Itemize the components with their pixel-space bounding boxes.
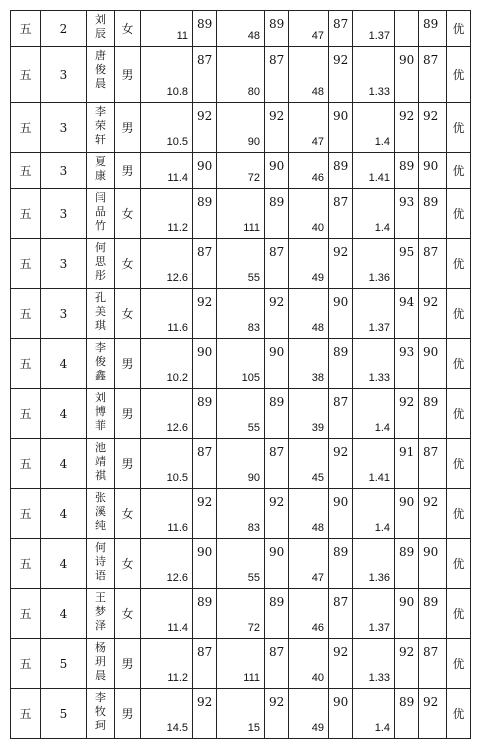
- value-cell-i: 1.33: [353, 47, 395, 103]
- rating-cell: 优: [447, 439, 471, 489]
- value-cell-f: 38: [289, 339, 329, 389]
- name-char: 品: [95, 205, 106, 218]
- score-cell-k: 89: [419, 189, 447, 239]
- score-cell-b: 89: [193, 11, 217, 47]
- score-cell-b: 89: [193, 189, 217, 239]
- name-char: 珂: [95, 719, 106, 732]
- grade-cell: 五: [11, 689, 41, 739]
- gender-cell: 男: [115, 639, 141, 689]
- name-char: 辰: [95, 27, 106, 40]
- rating-cell: 优: [447, 289, 471, 339]
- score-cell-j: 89: [395, 689, 419, 739]
- name-char: 语: [95, 569, 106, 582]
- table-row: [11, 289, 471, 339]
- name-cell: [87, 11, 115, 47]
- value-cell-i: 1.41: [353, 153, 395, 189]
- table-row: [11, 439, 471, 489]
- rating-cell: 优: [447, 153, 471, 189]
- name-char: 何: [95, 541, 106, 554]
- name-cell: [87, 339, 115, 389]
- name-char: 杨: [95, 641, 106, 654]
- value-cell-a: 10.8: [141, 47, 193, 103]
- score-cell-k: 92: [419, 289, 447, 339]
- gender-cell: 女: [115, 589, 141, 639]
- score-cell-b: 92: [193, 489, 217, 539]
- name-char: 美: [95, 305, 106, 318]
- gender-cell: 男: [115, 439, 141, 489]
- table-row: [11, 689, 471, 739]
- name-char: 琪: [95, 319, 106, 332]
- rating-cell: 优: [447, 639, 471, 689]
- class-cell: 4: [41, 589, 87, 639]
- name-cell: [87, 539, 115, 589]
- gender-cell: 男: [115, 103, 141, 153]
- score-cell-h: 87: [329, 589, 353, 639]
- score-cell-e: 89: [265, 189, 289, 239]
- value-cell-a: 10.5: [141, 103, 193, 153]
- score-cell-j: 94: [395, 289, 419, 339]
- value-cell-a: 11.2: [141, 189, 193, 239]
- gender-cell: 女: [115, 489, 141, 539]
- score-cell-k: 90: [419, 339, 447, 389]
- gender-cell: 女: [115, 11, 141, 47]
- value-cell-d: 55: [217, 239, 265, 289]
- name-cell: [87, 47, 115, 103]
- name-cell: [87, 489, 115, 539]
- score-cell-h: 92: [329, 239, 353, 289]
- name-char: 鑫: [95, 369, 106, 382]
- name-char: 玥: [95, 655, 106, 668]
- score-cell-e: 90: [265, 339, 289, 389]
- class-cell: 4: [41, 389, 87, 439]
- score-cell-j: 93: [395, 339, 419, 389]
- score-cell-h: 92: [329, 639, 353, 689]
- score-cell-h: 87: [329, 189, 353, 239]
- value-cell-f: 48: [289, 47, 329, 103]
- table-row: [11, 239, 471, 289]
- grade-cell: 五: [11, 539, 41, 589]
- table-row: [11, 639, 471, 689]
- score-cell-e: 87: [265, 639, 289, 689]
- grade-cell: 五: [11, 189, 41, 239]
- score-cell-k: 90: [419, 539, 447, 589]
- score-cell-k: 87: [419, 239, 447, 289]
- score-cell-h: 89: [329, 153, 353, 189]
- name-cell: [87, 189, 115, 239]
- class-cell: 4: [41, 339, 87, 389]
- name-cell: [87, 689, 115, 739]
- table-row: [11, 339, 471, 389]
- value-cell-f: 47: [289, 539, 329, 589]
- name-char: 孔: [95, 291, 106, 304]
- name-char: 李: [95, 105, 106, 118]
- value-cell-a: 10.5: [141, 439, 193, 489]
- name-char: 思: [95, 255, 106, 268]
- value-cell-a: 11.6: [141, 489, 193, 539]
- score-cell-b: 87: [193, 239, 217, 289]
- value-cell-f: 48: [289, 289, 329, 339]
- name-char: 李: [95, 691, 106, 704]
- score-cell-e: 87: [265, 439, 289, 489]
- value-cell-d: 72: [217, 153, 265, 189]
- grade-cell: 五: [11, 339, 41, 389]
- name-cell: [87, 589, 115, 639]
- value-cell-d: 111: [217, 189, 265, 239]
- value-cell-a: 11: [141, 11, 193, 47]
- score-cell-e: 90: [265, 153, 289, 189]
- score-cell-b: 90: [193, 339, 217, 389]
- score-cell-e: 92: [265, 689, 289, 739]
- score-cell-h: 87: [329, 389, 353, 439]
- gender-cell: 女: [115, 539, 141, 589]
- score-cell-j: 92: [395, 103, 419, 153]
- value-cell-a: 11.6: [141, 289, 193, 339]
- value-cell-i: 1.4: [353, 103, 395, 153]
- value-cell-a: 11.4: [141, 589, 193, 639]
- score-cell-b: 87: [193, 47, 217, 103]
- name-char: 纯: [95, 519, 106, 532]
- score-cell-h: 89: [329, 539, 353, 589]
- value-cell-i: 1.33: [353, 339, 395, 389]
- score-cell-e: 92: [265, 289, 289, 339]
- gender-cell: 男: [115, 339, 141, 389]
- name-char: 牧: [95, 705, 106, 718]
- value-cell-f: 48: [289, 489, 329, 539]
- score-cell-e: 87: [265, 47, 289, 103]
- value-cell-f: 40: [289, 189, 329, 239]
- value-cell-d: 80: [217, 47, 265, 103]
- rating-cell: 优: [447, 11, 471, 47]
- name-char: 梦: [95, 605, 106, 618]
- class-cell: 3: [41, 289, 87, 339]
- score-cell-b: 89: [193, 389, 217, 439]
- name-char: 竹: [95, 219, 106, 232]
- score-cell-h: 90: [329, 289, 353, 339]
- class-cell: 4: [41, 489, 87, 539]
- value-cell-i: 1.4: [353, 189, 395, 239]
- value-cell-i: 1.37: [353, 289, 395, 339]
- score-cell-k: 87: [419, 639, 447, 689]
- value-cell-f: 49: [289, 689, 329, 739]
- class-cell: 3: [41, 189, 87, 239]
- gender-cell: 女: [115, 289, 141, 339]
- table-row: [11, 489, 471, 539]
- score-cell-e: 89: [265, 11, 289, 47]
- gender-cell: 男: [115, 689, 141, 739]
- name-char: 菲: [95, 419, 106, 432]
- value-cell-f: 40: [289, 639, 329, 689]
- name-char: 李: [95, 341, 106, 354]
- rating-cell: 优: [447, 489, 471, 539]
- value-cell-d: 48: [217, 11, 265, 47]
- gender-cell: 男: [115, 153, 141, 189]
- grade-cell: 五: [11, 289, 41, 339]
- table-row: [11, 389, 471, 439]
- name-char: 博: [95, 405, 106, 418]
- score-cell-k: 89: [419, 389, 447, 439]
- value-cell-d: 105: [217, 339, 265, 389]
- class-cell: 4: [41, 539, 87, 589]
- value-cell-d: 55: [217, 539, 265, 589]
- table-row: [11, 153, 471, 189]
- value-cell-i: 1.33: [353, 639, 395, 689]
- name-char: 闫: [95, 191, 106, 204]
- gender-cell: 女: [115, 239, 141, 289]
- value-cell-i: 1.4: [353, 689, 395, 739]
- grade-cell: 五: [11, 639, 41, 689]
- score-cell-j: 92: [395, 389, 419, 439]
- score-cell-j: 90: [395, 489, 419, 539]
- score-cell-b: 90: [193, 539, 217, 589]
- value-cell-a: 12.6: [141, 539, 193, 589]
- table-row: [11, 539, 471, 589]
- name-char: 晨: [95, 669, 106, 682]
- rating-cell: 优: [447, 339, 471, 389]
- score-cell-e: 92: [265, 489, 289, 539]
- gender-cell: 男: [115, 47, 141, 103]
- score-cell-k: 92: [419, 103, 447, 153]
- rating-cell: 优: [447, 47, 471, 103]
- score-cell-e: 90: [265, 539, 289, 589]
- table-row: [11, 589, 471, 639]
- name-char: 轩: [95, 133, 106, 146]
- name-char: 夏: [95, 155, 106, 168]
- value-cell-d: 72: [217, 589, 265, 639]
- value-cell-d: 83: [217, 289, 265, 339]
- grade-cell: 五: [11, 439, 41, 489]
- value-cell-f: 45: [289, 439, 329, 489]
- score-cell-j: 92: [395, 639, 419, 689]
- rating-cell: 优: [447, 103, 471, 153]
- name-cell: [87, 103, 115, 153]
- value-cell-d: 55: [217, 389, 265, 439]
- score-cell-h: 90: [329, 689, 353, 739]
- score-cell-j: 89: [395, 153, 419, 189]
- value-cell-a: 11.4: [141, 153, 193, 189]
- score-cell-k: 87: [419, 439, 447, 489]
- name-cell: [87, 389, 115, 439]
- name-char: 何: [95, 241, 106, 254]
- name-char: 康: [95, 169, 106, 182]
- name-char: 彤: [95, 269, 106, 282]
- score-cell-b: 90: [193, 153, 217, 189]
- name-cell: [87, 239, 115, 289]
- value-cell-i: 1.37: [353, 589, 395, 639]
- score-cell-h: 90: [329, 103, 353, 153]
- value-cell-i: 1.36: [353, 539, 395, 589]
- score-cell-b: 87: [193, 439, 217, 489]
- name-char: 靖: [95, 455, 106, 468]
- rating-cell: 优: [447, 189, 471, 239]
- grade-cell: 五: [11, 47, 41, 103]
- grade-cell: 五: [11, 389, 41, 439]
- name-char: 池: [95, 441, 106, 454]
- table-body: [11, 11, 471, 739]
- grade-cell: 五: [11, 239, 41, 289]
- score-cell-b: 92: [193, 103, 217, 153]
- rating-cell: 优: [447, 389, 471, 439]
- name-char: 祺: [95, 469, 106, 482]
- value-cell-i: 1.4: [353, 489, 395, 539]
- score-cell-j: 91: [395, 439, 419, 489]
- gender-cell: 男: [115, 389, 141, 439]
- class-cell: 3: [41, 47, 87, 103]
- grade-cell: 五: [11, 103, 41, 153]
- grade-cell: 五: [11, 11, 41, 47]
- score-cell-k: 87: [419, 47, 447, 103]
- table-row: [11, 47, 471, 103]
- value-cell-a: 14.5: [141, 689, 193, 739]
- value-cell-a: 12.6: [141, 239, 193, 289]
- name-cell: [87, 153, 115, 189]
- score-cell-b: 92: [193, 689, 217, 739]
- table-row: [11, 11, 471, 47]
- class-cell: 3: [41, 103, 87, 153]
- value-cell-i: 1.4: [353, 389, 395, 439]
- value-cell-d: 83: [217, 489, 265, 539]
- value-cell-d: 111: [217, 639, 265, 689]
- score-cell-k: 89: [419, 11, 447, 47]
- class-cell: 3: [41, 239, 87, 289]
- score-cell-k: 89: [419, 589, 447, 639]
- class-cell: 5: [41, 689, 87, 739]
- score-cell-e: 89: [265, 589, 289, 639]
- class-cell: 5: [41, 639, 87, 689]
- table-row: [11, 103, 471, 153]
- value-cell-d: 15: [217, 689, 265, 739]
- score-cell-e: 89: [265, 389, 289, 439]
- name-char: 张: [95, 491, 106, 504]
- value-cell-d: 90: [217, 103, 265, 153]
- score-cell-b: 92: [193, 289, 217, 339]
- name-char: 俊: [95, 355, 106, 368]
- score-cell-e: 87: [265, 239, 289, 289]
- score-cell-k: 92: [419, 489, 447, 539]
- class-cell: 3: [41, 153, 87, 189]
- score-cell-j: 90: [395, 47, 419, 103]
- value-cell-d: 90: [217, 439, 265, 489]
- name-char: 诗: [95, 555, 106, 568]
- name-char: 王: [95, 591, 106, 604]
- name-char: 刘: [95, 391, 106, 404]
- name-char: 俊: [95, 63, 106, 76]
- score-cell-j: 95: [395, 239, 419, 289]
- score-cell-k: 90: [419, 153, 447, 189]
- grade-cell: 五: [11, 589, 41, 639]
- value-cell-i: 1.41: [353, 439, 395, 489]
- score-cell-j: 89: [395, 539, 419, 589]
- grade-cell: 五: [11, 489, 41, 539]
- value-cell-f: 49: [289, 239, 329, 289]
- value-cell-f: 47: [289, 103, 329, 153]
- score-cell-h: 87: [329, 11, 353, 47]
- class-cell: 2: [41, 11, 87, 47]
- name-cell: [87, 439, 115, 489]
- name-cell: [87, 639, 115, 689]
- class-cell: 4: [41, 439, 87, 489]
- value-cell-f: 39: [289, 389, 329, 439]
- score-cell-j: 93: [395, 189, 419, 239]
- score-cell-e: 92: [265, 103, 289, 153]
- name-char: 晨: [95, 77, 106, 90]
- name-char: 泽: [95, 619, 106, 632]
- value-cell-f: 46: [289, 153, 329, 189]
- rating-cell: 优: [447, 589, 471, 639]
- score-cell-j: [395, 11, 419, 47]
- score-cell-h: 92: [329, 439, 353, 489]
- score-cell-k: 92: [419, 689, 447, 739]
- name-char: 唐: [95, 49, 106, 62]
- score-cell-b: 89: [193, 589, 217, 639]
- value-cell-a: 11.2: [141, 639, 193, 689]
- name-char: 刘: [95, 13, 106, 26]
- score-cell-j: 90: [395, 589, 419, 639]
- name-char: 荣: [95, 119, 106, 132]
- gender-cell: 女: [115, 189, 141, 239]
- value-cell-f: 46: [289, 589, 329, 639]
- value-cell-f: 47: [289, 11, 329, 47]
- score-cell-h: 92: [329, 47, 353, 103]
- student-scores-table: [10, 10, 471, 739]
- name-cell: [87, 289, 115, 339]
- rating-cell: 优: [447, 539, 471, 589]
- value-cell-i: 1.36: [353, 239, 395, 289]
- score-cell-h: 90: [329, 489, 353, 539]
- score-cell-b: 87: [193, 639, 217, 689]
- rating-cell: 优: [447, 689, 471, 739]
- score-cell-h: 89: [329, 339, 353, 389]
- value-cell-a: 12.6: [141, 389, 193, 439]
- value-cell-i: 1.37: [353, 11, 395, 47]
- name-char: 溪: [95, 505, 106, 518]
- table-row: [11, 189, 471, 239]
- value-cell-a: 10.2: [141, 339, 193, 389]
- rating-cell: 优: [447, 239, 471, 289]
- grade-cell: 五: [11, 153, 41, 189]
